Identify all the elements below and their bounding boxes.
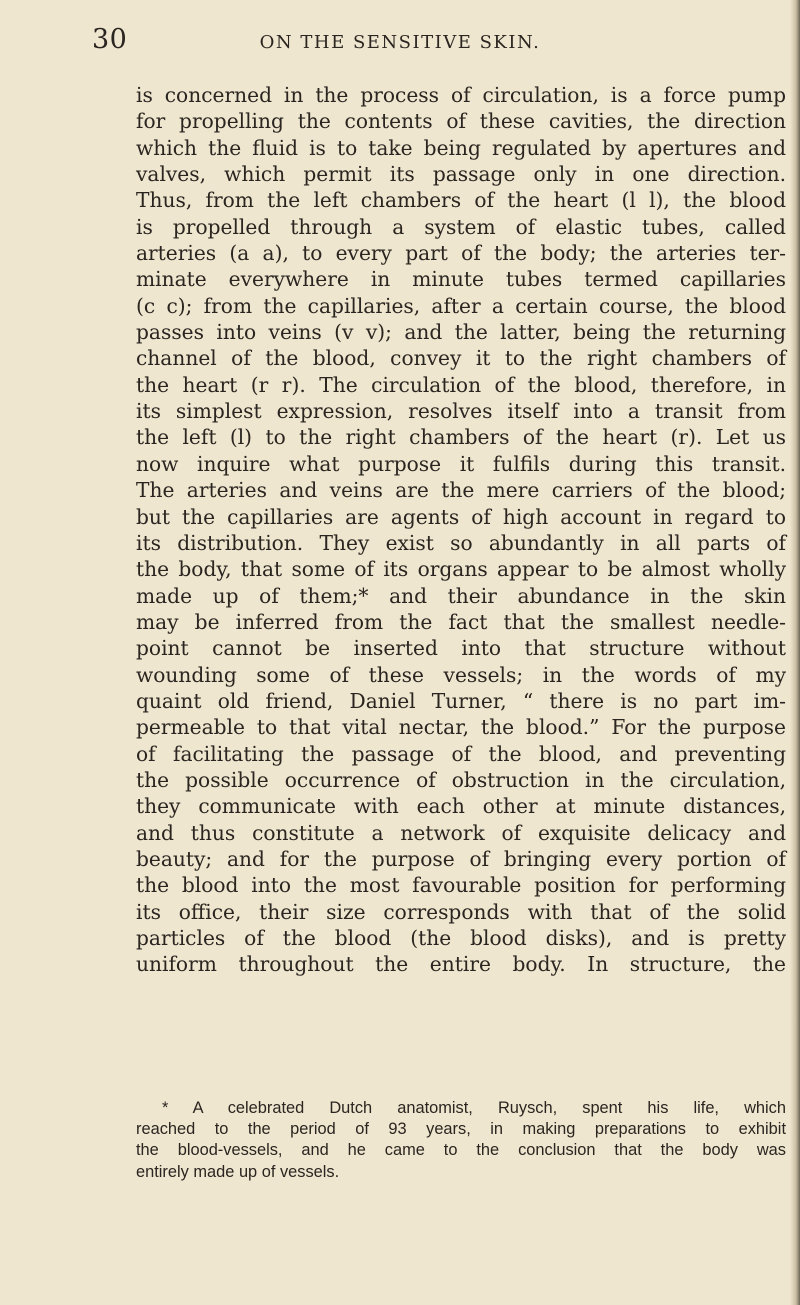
body-line: the possible occurrence of obstruction in the circulation,	[136, 767, 786, 792]
body-line: the left (l) to the right chambers of the heart (r). Let us	[136, 425, 786, 450]
body-line: Thus, from the left chambers of the heart (l l), the blood	[136, 188, 786, 213]
body-line: (c c); from the capillaries, after a certain course, the blood	[136, 293, 786, 318]
footnote	[136, 1098, 786, 1183]
page-number: 30	[92, 24, 128, 55]
body-line: its simplest expression, resolves itself into a transit from	[136, 399, 786, 424]
body-line: arteries (a a), to every part of the body; the arteries ter-	[136, 241, 786, 266]
body-line: now inquire what purpose it fulfils during this transit.	[136, 451, 786, 476]
body-line: the blood into the most favourable position for performing	[136, 873, 786, 898]
body-line: the heart (r r). The circulation of the blood, therefore, in	[136, 372, 786, 397]
body-line: particles of the blood (the blood disks), and is pretty	[136, 926, 786, 950]
body-text	[136, 82, 786, 978]
body-line: channel of the blood, convey it to the right chambers of	[136, 346, 786, 371]
body-line: they communicate with each other at minute distances,	[136, 794, 786, 819]
body-line: is propelled through a system of elastic tubes, called	[136, 214, 786, 239]
body-line: made up of them;* and their abundance in the skin	[136, 583, 786, 608]
body-line: quaint old friend, Daniel Turner, “ there is no part im-	[136, 688, 786, 713]
body-line: is concerned in the process of circulation, is a force pump	[136, 83, 786, 107]
body-line: passes into veins (v v); and the latter, being the returning	[136, 320, 786, 345]
page-edge-shadow	[790, 0, 800, 1305]
body-line: uniform throughout the entire body. In structure, the	[136, 952, 786, 977]
body-line: permeable to that vital nectar, the blood.” For the purpose	[136, 715, 786, 740]
footnote-line: * A celebrated Dutch anatomist, Ruysch, spent his life, which	[162, 1099, 786, 1117]
body-line: for propelling the contents of these cavities, the direction	[136, 109, 786, 134]
body-line: and thus constitute a network of exquisite delicacy and	[136, 820, 786, 845]
body-line: beauty; and for the purpose of bringing every portion of	[136, 846, 786, 871]
footnote-line: entirely made up of vessels.	[136, 1162, 340, 1181]
body-line: the body, that some of its organs appear to be almost wholly	[136, 557, 786, 582]
page-header	[0, 22, 800, 58]
body-line: its distribution. They exist so abundantly in all parts of	[136, 530, 786, 555]
footnote-line: reached to the period of 93 years, in making preparations to exhibit	[136, 1120, 786, 1139]
footnote-line: the blood-vessels, and he came to the conclusion that the body was	[136, 1141, 786, 1160]
body-line: wounding some of these vessels; in the words of my	[136, 662, 786, 687]
body-line: but the capillaries are agents of high account in regard to	[136, 504, 786, 529]
body-line: which the fluid is to take being regulated by apertures and	[136, 135, 786, 160]
body-line: minate everywhere in minute tubes termed capillaries	[136, 267, 786, 292]
body-line: The arteries and veins are the mere carriers of the blood;	[136, 478, 786, 503]
body-line: valves, which permit its passage only in one direction.	[136, 162, 786, 187]
body-line: its office, their size corresponds with that of the solid	[136, 899, 786, 924]
body-line: may be inferred from the fact that the smallest needle-	[136, 609, 786, 634]
body-line: point cannot be inserted into that structure without	[136, 636, 786, 661]
body-line: of facilitating the passage of the blood, and preventing	[136, 741, 786, 766]
running-head: ON THE SENSITIVE SKIN.	[259, 32, 541, 53]
